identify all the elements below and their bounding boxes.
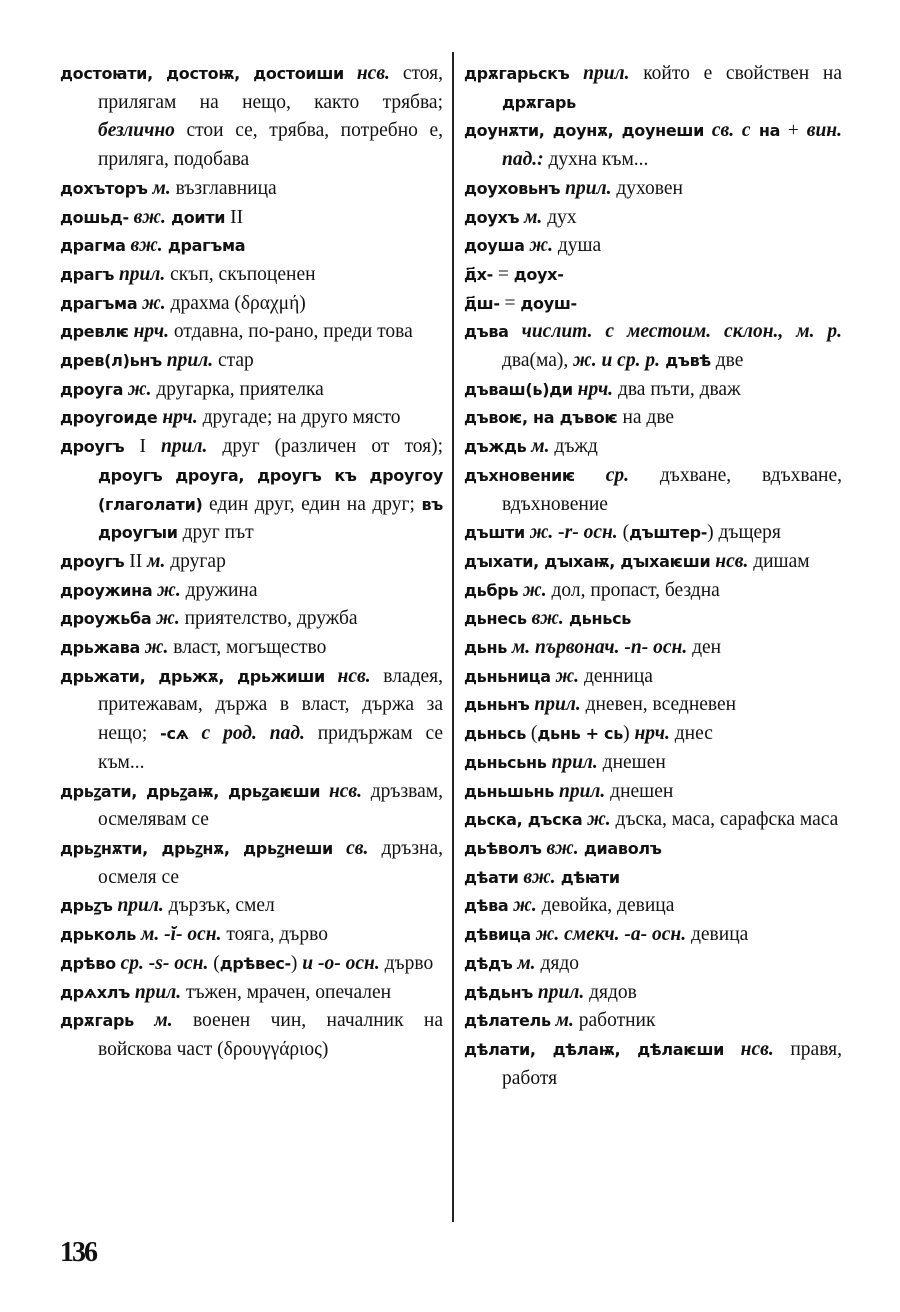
dictionary-entry bbox=[464, 979, 842, 1008]
definition: духна към... bbox=[543, 149, 649, 171]
headword: дѣвица bbox=[464, 925, 531, 945]
definition: I bbox=[124, 436, 162, 458]
definition: друг (различен от тоя); bbox=[207, 436, 443, 458]
grammar-note: м. първонач. -n- осн. bbox=[507, 637, 688, 659]
dictionary-entry bbox=[464, 60, 842, 117]
grammar-note: прил. bbox=[529, 694, 581, 716]
headword: д҃х- bbox=[464, 264, 493, 284]
grammar-note: нрч. bbox=[634, 723, 670, 745]
definition: дръзвам, осмелявам се bbox=[98, 780, 444, 831]
dictionary-entry bbox=[60, 204, 443, 233]
headword: дохъторъ bbox=[60, 178, 148, 198]
dictionary-entry bbox=[60, 835, 443, 892]
headword: дроугоиде bbox=[60, 408, 158, 428]
headword: доухъ bbox=[464, 207, 520, 227]
dictionary-entry bbox=[464, 376, 842, 405]
definition: = bbox=[499, 292, 521, 314]
definition: ) bbox=[290, 952, 303, 974]
grammar-note: нсв. bbox=[324, 665, 371, 687]
definition: днешен bbox=[605, 780, 674, 802]
dictionary-entry bbox=[464, 232, 842, 261]
headword: дроужьба bbox=[60, 609, 152, 629]
definition: девойка, девица bbox=[536, 895, 675, 917]
definition: власт, могъщество bbox=[168, 637, 327, 659]
definition: приятелство, дружба bbox=[179, 608, 358, 630]
grammar-note: ж. и ср. р. bbox=[573, 350, 660, 372]
headword: дѣдъ bbox=[464, 953, 513, 973]
headword: драгъма bbox=[60, 293, 138, 313]
dictionary-entry bbox=[60, 232, 443, 261]
dictionary-entry bbox=[60, 376, 443, 405]
grammar-note: вж. bbox=[125, 235, 163, 257]
dictionary-entry bbox=[464, 117, 842, 174]
headword: дъвоѥ, на дъвоѥ bbox=[464, 408, 618, 428]
dictionary-entry bbox=[60, 577, 443, 606]
definition: = bbox=[492, 263, 514, 285]
headword: дъшти bbox=[464, 523, 525, 543]
definition: другаде; на друго място bbox=[197, 407, 401, 429]
definition: тояга, дърво bbox=[221, 924, 328, 946]
grammar-note: ср. -s- осн. bbox=[115, 952, 209, 974]
headword: дрьжава bbox=[60, 638, 141, 658]
headword: дъва bbox=[464, 322, 509, 342]
dictionary-entry bbox=[464, 691, 842, 720]
dictionary-entry bbox=[464, 462, 842, 519]
grammar-note: вин. пад.: bbox=[502, 120, 842, 171]
dictionary-entry bbox=[60, 950, 443, 979]
definition: дъжд bbox=[549, 436, 598, 458]
definition: ) bbox=[623, 723, 635, 745]
definition: денница bbox=[579, 665, 653, 687]
grammar-note: ж. bbox=[123, 378, 152, 400]
definition: два пъти, дваж bbox=[613, 378, 741, 400]
definition: който е свойствен на bbox=[629, 63, 842, 84]
grammar-note: вж. bbox=[518, 866, 556, 888]
definition: на две bbox=[617, 407, 675, 429]
definition: стар bbox=[213, 350, 254, 372]
dictionary-entry bbox=[464, 835, 842, 864]
headword: дрѧхлъ bbox=[60, 982, 130, 1002]
right-column bbox=[464, 60, 842, 1093]
dictionary-entry bbox=[464, 404, 842, 433]
grammar-note: нрч. bbox=[572, 378, 614, 400]
dictionary-entry bbox=[60, 605, 443, 634]
headword: дроугъ дроуга, дроугъ къ дроугоу (глаголати) bbox=[98, 465, 443, 514]
grammar-note: нрч. bbox=[157, 407, 198, 429]
headword: диаволъ bbox=[578, 838, 662, 858]
definition: дружина bbox=[180, 579, 258, 601]
headword: драгма bbox=[60, 236, 126, 256]
dictionary-entry bbox=[60, 548, 443, 577]
headword: дроугъ bbox=[60, 551, 125, 571]
page-number: 136 bbox=[60, 1237, 96, 1268]
dictionary-entry bbox=[464, 204, 842, 233]
headword: драгъ bbox=[60, 264, 115, 284]
definition: дядо bbox=[535, 952, 579, 974]
grammar-note: ж. bbox=[550, 665, 580, 687]
definition: друг път bbox=[177, 522, 254, 544]
grammar-note: нсв. bbox=[320, 780, 363, 802]
dictionary-entry bbox=[464, 892, 842, 921]
dictionary-entry bbox=[60, 433, 443, 548]
dictionary-entry bbox=[60, 60, 443, 175]
grammar-note: ср. bbox=[575, 464, 630, 486]
grammar-note: м. bbox=[512, 952, 536, 974]
headword: дѣлати, дѣлаѭ, дѣлаѥши bbox=[464, 1039, 725, 1059]
definition: дъхване, вдъхване, вдъхновение bbox=[502, 464, 842, 515]
definition: два(ма), bbox=[502, 350, 574, 372]
grammar-note: с род. пад. bbox=[188, 723, 305, 745]
headword: дьньсь bbox=[563, 609, 632, 629]
dictionary-entry bbox=[464, 749, 842, 778]
grammar-note: нсв. bbox=[343, 63, 390, 84]
headword: дроуга bbox=[60, 379, 124, 399]
grammar-note: ж. -r- осн. bbox=[524, 522, 618, 544]
dictionary-entry bbox=[464, 720, 842, 749]
dictionary-entry bbox=[60, 892, 443, 921]
headword: дрьколь bbox=[60, 925, 137, 945]
headword: дрьжати, дрьжѫ, дрьжиши bbox=[60, 666, 325, 686]
dictionary-entry bbox=[464, 261, 842, 290]
definition: един друг, един на друг; bbox=[202, 493, 422, 515]
headword: дьньсьнь bbox=[464, 752, 547, 772]
dictionary-entry bbox=[60, 634, 443, 663]
grammar-note: м. bbox=[134, 1010, 173, 1032]
headword: доуш- bbox=[520, 293, 577, 313]
definition: правя, работя bbox=[502, 1038, 842, 1089]
definition: ден bbox=[687, 637, 722, 659]
grammar-note: ж. bbox=[524, 235, 553, 257]
headword: дрѫгарьскъ bbox=[464, 64, 570, 83]
definition: дядов bbox=[584, 981, 637, 1003]
dictionary-entry bbox=[464, 433, 842, 462]
headword: дрѣво bbox=[60, 953, 116, 973]
headword: дъждь bbox=[464, 437, 527, 457]
definition: ( bbox=[617, 522, 630, 544]
grammar-note: м. bbox=[550, 1010, 574, 1032]
grammar-note: прил. bbox=[560, 177, 612, 199]
dictionary-entry bbox=[464, 577, 842, 606]
dictionary-entry bbox=[464, 318, 842, 375]
definition: придържам се към... bbox=[98, 723, 443, 773]
dictionary-entry bbox=[60, 318, 443, 347]
headword: на bbox=[750, 121, 781, 141]
grammar-note: ж. bbox=[582, 809, 611, 831]
definition: другар bbox=[165, 550, 226, 572]
grammar-note: ж. bbox=[140, 637, 169, 659]
grammar-note: вж. bbox=[128, 206, 166, 228]
definition: II bbox=[225, 206, 244, 228]
column-divider bbox=[452, 52, 454, 1222]
headword: дѣати bbox=[464, 867, 519, 887]
definition: днес bbox=[669, 723, 713, 745]
dictionary-entry bbox=[464, 806, 842, 835]
dictionary-entry bbox=[60, 404, 443, 433]
headword: доити bbox=[165, 207, 226, 227]
definition: ( bbox=[208, 952, 220, 974]
definition: дол, пропаст, бездна bbox=[546, 579, 720, 601]
grammar-note: нрч. bbox=[128, 321, 170, 343]
definition: отдавна, по-рано, преди това bbox=[169, 321, 413, 343]
dictionary-entry bbox=[60, 663, 443, 778]
headword: доуховьнъ bbox=[464, 178, 561, 198]
grammar-note: прил. bbox=[114, 263, 166, 285]
headword: дъваш(ь)ди bbox=[464, 379, 573, 399]
dictionary-entry bbox=[60, 979, 443, 1008]
dictionary-entry bbox=[464, 921, 842, 950]
definition: II bbox=[124, 550, 148, 572]
grammar-note: св. bbox=[332, 837, 369, 859]
headword: древлѥ bbox=[60, 322, 129, 342]
headword: дрѫгарь bbox=[502, 92, 576, 112]
definition: дух bbox=[542, 206, 577, 228]
grammar-note: ж. смекч. -a- осн. bbox=[530, 924, 687, 946]
dictionary-entry bbox=[60, 290, 443, 319]
headword: дроугъ bbox=[60, 437, 125, 457]
grammar-note: ж. bbox=[151, 608, 180, 630]
definition: дърво bbox=[379, 952, 434, 974]
definition: дръзна, осмеля се bbox=[98, 837, 443, 888]
headword: дьска, дъска bbox=[464, 810, 583, 830]
dictionary-entry bbox=[60, 175, 443, 204]
headword: дрьꙁати, дрьꙁаѭ, дрьꙁаѥши bbox=[60, 781, 321, 801]
dictionary-entry bbox=[464, 864, 842, 893]
headword: дроужина bbox=[60, 580, 153, 600]
headword: въ дроугꙑи bbox=[98, 494, 443, 543]
grammar-note: нсв. bbox=[724, 1038, 774, 1060]
definition: владея, притежавам, държа в власт, държа за нещо; bbox=[98, 665, 443, 745]
headword: дрѣвес- bbox=[219, 953, 291, 973]
headword: дьнь bbox=[464, 638, 508, 658]
dictionary-entry bbox=[60, 1007, 443, 1064]
grammar-note: прил. bbox=[533, 981, 585, 1003]
definition: дъска, маса, сарафска маса bbox=[610, 809, 839, 831]
dictionary-entry bbox=[464, 663, 842, 692]
headword: доух- bbox=[513, 264, 564, 284]
grammar-note: вж. bbox=[541, 837, 579, 859]
dictionary-entry bbox=[464, 950, 842, 979]
headword: дьньнъ bbox=[464, 695, 530, 715]
headword: дрѫгарь bbox=[60, 1011, 134, 1031]
headword: д҃ш- bbox=[464, 293, 500, 313]
headword: дрьꙁнѫти, дрьꙁнѫ, дрьꙁнеши bbox=[60, 838, 333, 858]
dictionary-entry bbox=[464, 548, 842, 577]
left-column bbox=[60, 60, 443, 1065]
headword: дьнесь bbox=[464, 609, 527, 629]
grammar-note: и -о- осн. bbox=[302, 952, 380, 974]
definition: стои се, трябва, потребно е, приляга, подобава bbox=[98, 120, 443, 171]
definition: девица bbox=[686, 924, 749, 946]
definition: стоя, прилягам на нещо, както трябва; bbox=[98, 63, 443, 113]
grammar-note: прил. bbox=[129, 981, 182, 1003]
headword: дьньсь bbox=[464, 724, 527, 744]
grammar-note: безлично bbox=[98, 120, 175, 142]
headword: дѣлатель bbox=[464, 1011, 551, 1031]
grammar-note: числит. с местоим. склон., м. р. bbox=[508, 321, 842, 343]
definition: + bbox=[780, 120, 807, 142]
definition: другарка, приятелка bbox=[151, 378, 324, 400]
headword: дѣва bbox=[464, 896, 509, 916]
dictionary-entry bbox=[464, 519, 842, 548]
dictionary-entry bbox=[464, 1007, 842, 1036]
headword: дошьд- bbox=[60, 207, 129, 227]
headword: дъштер- bbox=[629, 523, 708, 543]
dictionary-entry bbox=[60, 921, 443, 950]
definition: драхма (δραχμή) bbox=[165, 292, 306, 314]
headword: доунѫти, доунѫ, доунеши bbox=[464, 121, 705, 141]
headword: -сѧ bbox=[160, 724, 189, 744]
dictionary-entry bbox=[60, 261, 443, 290]
grammar-note: м. bbox=[147, 177, 171, 199]
grammar-note: прил. bbox=[161, 350, 214, 372]
headword: дьнь + сь bbox=[537, 724, 624, 744]
grammar-note: прил. bbox=[546, 751, 598, 773]
grammar-note: прил. bbox=[161, 436, 208, 458]
grammar-note: св. с bbox=[704, 120, 751, 142]
grammar-note: ж. bbox=[508, 895, 537, 917]
dictionary-entry bbox=[464, 634, 842, 663]
dictionary-entry bbox=[60, 347, 443, 376]
definition: ( bbox=[526, 723, 538, 745]
definition: военен чин, началник на войскова част (δρουγγάριος) bbox=[98, 1010, 444, 1060]
dictionary-entry bbox=[464, 175, 842, 204]
dictionary-entry bbox=[464, 1036, 842, 1093]
headword: дьѣволъ bbox=[464, 838, 542, 858]
headword: дьньница bbox=[464, 666, 551, 686]
grammar-note: м. bbox=[526, 436, 550, 458]
definition: тъжен, мрачен, опечален bbox=[181, 981, 392, 1003]
headword: древ(л)ьнъ bbox=[60, 351, 162, 371]
headword: дѣꙗти bbox=[555, 867, 620, 887]
dictionary-entry bbox=[464, 778, 842, 807]
grammar-note: м. bbox=[519, 206, 543, 228]
grammar-note: прил. bbox=[112, 895, 164, 917]
headword: дъвѣ bbox=[659, 351, 711, 371]
dictionary-entry bbox=[464, 605, 842, 634]
grammar-note: прил. bbox=[569, 63, 630, 84]
definition: душа bbox=[552, 235, 602, 257]
headword: дьньшьнь bbox=[464, 781, 555, 801]
headword: драгъма bbox=[162, 236, 246, 256]
grammar-note: ж. bbox=[152, 579, 181, 601]
definition: две bbox=[710, 350, 744, 372]
headword: доуша bbox=[464, 236, 525, 256]
dictionary-entry bbox=[464, 290, 842, 319]
headword: дрьꙁъ bbox=[60, 896, 113, 916]
grammar-note: ж. bbox=[137, 292, 166, 314]
definition: дневен, вседневен bbox=[580, 694, 737, 716]
grammar-note: м. bbox=[147, 550, 166, 572]
definition: духовен bbox=[611, 177, 683, 199]
grammar-note: прил. bbox=[554, 780, 606, 802]
grammar-note: вж. bbox=[526, 608, 564, 630]
headword: дъхновениѥ bbox=[464, 465, 575, 485]
definition: дишам bbox=[748, 550, 810, 572]
grammar-note: нсв. bbox=[710, 550, 749, 572]
headword: дꙑхати, дꙑхаѭ, дꙑхаѥши bbox=[464, 551, 711, 571]
definition: днешен bbox=[597, 751, 666, 773]
definition: работник bbox=[573, 1010, 656, 1032]
definition: скъп, скъпоценен bbox=[165, 263, 316, 285]
grammar-note: ж. bbox=[518, 579, 547, 601]
dictionary-entry bbox=[60, 778, 443, 835]
headword: дѣдьнъ bbox=[464, 982, 534, 1002]
definition: дързък, смел bbox=[163, 895, 275, 917]
headword: достоꙗти, достоѭ, достоиши bbox=[60, 64, 344, 83]
grammar-note: м. -ĭ- осн. bbox=[136, 924, 222, 946]
headword: дьбрь bbox=[464, 580, 519, 600]
definition: ) дъщеря bbox=[707, 522, 781, 544]
definition: възглавница bbox=[170, 177, 277, 199]
